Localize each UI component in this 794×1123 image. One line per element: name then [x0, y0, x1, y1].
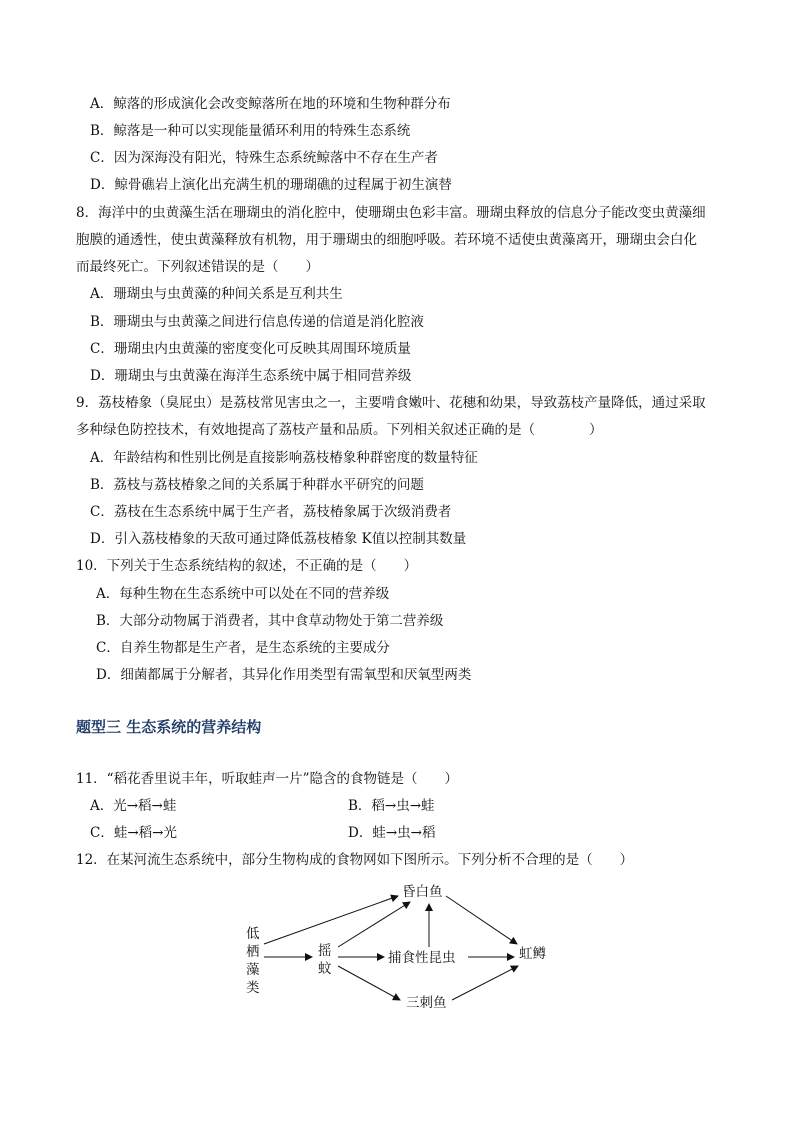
q9-option-d: D．引入荔枝椿象的天敌可通过降低荔枝椿象 K值以控制其数量 — [90, 531, 467, 547]
q9-option-a: A．年龄结构和性别比例是直接影响荔枝椿象种群密度的数量特征 — [90, 450, 478, 466]
q8-stem-line-2: 胞膜的通透性，使虫黄藻释放有机物，用于珊瑚虫的细胞呼吸。若环境不适使虫黄藻离开，珊瑚虫会白化 — [76, 232, 697, 248]
node-stickleback: 三刺鱼 — [406, 995, 447, 1011]
section-heading: 题型三 生态系统的营养结构 — [76, 718, 262, 736]
q10-option-d: D．细菌都属于分解者，其异化作用类型有需氧型和厌氧型两类 — [96, 667, 472, 683]
q8-option-a: A．珊瑚虫与虫黄藻的种间关系是互利共生 — [90, 286, 343, 302]
node-algae-char-3: 藻 — [246, 962, 260, 978]
q11-option-b: B．稻→虫→蛙 — [348, 798, 435, 814]
node-mayfly — [318, 942, 332, 977]
q7-option-d: D．鲸骨礁岩上演化出充满生机的珊瑚礁的过程属于初生演替 — [90, 177, 452, 193]
q9-stem-line-1: 9．荔枝椿象（臭屁虫）是荔枝常见害虫之一，主要啃食嫩叶、花穗和幼果，导致荔枝产量降低，通过采取 — [76, 395, 706, 411]
q7-option-a: A．鲸落的形成演化会改变鲸落所在地的环境和生物种群分布 — [90, 96, 451, 112]
q11-option-c: C．蛙→稻→光 — [90, 825, 177, 841]
arrow-mayfly-to-whitefish — [338, 902, 410, 947]
node-whitefish: 昏白鱼 — [402, 884, 443, 900]
q7-option-c: C．因为深海没有阳光，特殊生态系统鲸落中不存在生产者 — [90, 150, 438, 166]
arrow-algae-to-whitefish — [264, 896, 398, 944]
q11-option-a: A．光→稻→蛙 — [90, 798, 177, 814]
node-mayfly-char-2: 蚊 — [318, 961, 332, 977]
q8-option-d: D．珊瑚虫与虫黄藻在海洋生态系统中属于相同营养级 — [90, 368, 412, 384]
q10-option-c: C．自养生物都是生产者，是生态系统的主要成分 — [96, 640, 390, 656]
q7-option-b: B．鲸落是一种可以实现能量循环利用的特殊生态系统 — [90, 123, 411, 139]
q11-stem: 11．“稻花香里说丰年，听取蛙声一片”隐含的食物链是（ ） — [76, 771, 458, 787]
q8-stem-line-1: 8．海洋中的虫黄藻生活在珊瑚虫的消化腔中，使珊瑚虫色彩丰富。珊瑚虫释放的信息分子能改变虫黄藻细 — [76, 205, 706, 221]
q9-stem-line-2: 多种绿色防控技术，有效地提高了荔枝产量和品质。下列相关叙述正确的是（ ） — [76, 422, 603, 438]
q10-option-a: A．每种生物在生态系统中可以处在不同的营养级 — [96, 586, 390, 602]
arrow-whitefish-to-trout — [446, 896, 517, 944]
node-trout: 虹鳟 — [519, 946, 546, 962]
arrow-mayfly-to-stickleback — [338, 966, 400, 1000]
q9-option-c: C．荔枝在生态系统中属于生产者，荔枝椿象属于次级消费者 — [90, 504, 452, 520]
q9-option-b: B．荔枝与荔枝椿象之间的关系属于种群水平研究的问题 — [90, 477, 424, 493]
node-algae-char-2: 栖 — [246, 944, 260, 960]
q10-option-b: B．大部分动物属于消费者，其中食草动物处于第二营养级 — [96, 613, 444, 629]
q8-stem-line-3: 而最终死亡。下列叙述错误的是（ ） — [76, 259, 319, 275]
node-algae — [246, 926, 260, 996]
q8-option-c: C．珊瑚虫内虫黄藻的密度变化可反映其周围环境质量 — [90, 341, 411, 357]
q12-stem: 12．在某河流生态系统中，部分生物构成的食物网如下图所示。下列分析不合理的是（ ） — [76, 852, 634, 868]
q8-option-b: B．珊瑚虫与虫黄藻之间进行信息传递的信道是消化腔液 — [90, 314, 424, 330]
node-algae-char-1: 低 — [246, 926, 260, 942]
node-algae-char-4: 类 — [246, 980, 260, 996]
arrow-stickleback-to-trout — [452, 966, 518, 1000]
node-predatory-insect: 捕食性昆虫 — [388, 950, 456, 966]
q11-option-d: D．蛙→虫→稻 — [348, 825, 436, 841]
node-mayfly-char-1: 摇 — [318, 943, 332, 959]
q10-stem: 10．下列关于生态系统结构的叙述，不正确的是（ ） — [76, 558, 418, 574]
